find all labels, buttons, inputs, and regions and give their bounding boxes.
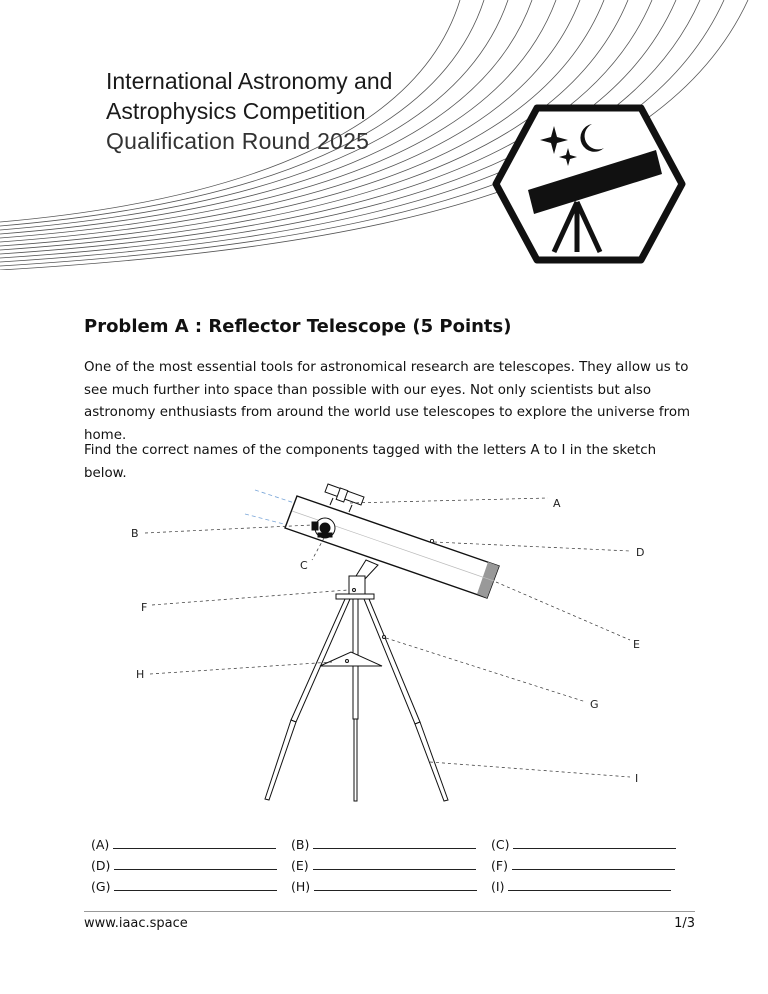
label-G: G	[590, 698, 599, 711]
problem-title: Problem A : Reflector Telescope (5 Points)	[84, 316, 512, 337]
answer-label: (D)	[91, 858, 111, 873]
label-C: C	[300, 559, 308, 572]
label-I: I	[635, 772, 639, 785]
mount	[336, 560, 378, 599]
answer-grid	[91, 831, 691, 894]
footer-website: www.iaac.space	[84, 916, 188, 931]
label-F: F	[141, 601, 148, 614]
answer-row	[91, 852, 691, 873]
answer-blank-line[interactable]	[313, 838, 476, 849]
answer-label: (G)	[91, 879, 111, 894]
answer-blank-line[interactable]	[114, 859, 277, 870]
answer-field-E[interactable]	[291, 852, 491, 873]
problem-task-paragraph: Find the correct names of the components tagged with the letters A to I in the sketch below.	[84, 443, 657, 481]
label-A: A	[553, 497, 561, 510]
footer-divider	[84, 911, 695, 912]
label-E: E	[633, 638, 640, 651]
footer-page-number: 1/3	[674, 916, 695, 931]
answer-label: (B)	[291, 837, 310, 852]
answer-field-B[interactable]	[291, 831, 491, 852]
answer-blank-line[interactable]	[313, 859, 476, 870]
answer-label: (C)	[491, 837, 510, 852]
answer-field-A[interactable]	[91, 831, 291, 852]
answer-blank-line[interactable]	[114, 880, 277, 891]
competition-logo-telescope-icon	[492, 104, 686, 264]
telescope-sketch	[0, 480, 768, 820]
answer-field-I[interactable]	[491, 873, 691, 894]
tripod	[265, 599, 448, 801]
answer-field-H[interactable]	[291, 873, 491, 894]
telescope-tube	[285, 496, 499, 598]
answer-field-C[interactable]	[491, 831, 691, 852]
answer-row	[91, 873, 691, 894]
answer-blank-line[interactable]	[513, 838, 676, 849]
answer-label: (E)	[291, 858, 309, 873]
answer-field-G[interactable]	[91, 873, 291, 894]
competition-title-line1: International Astronomy and	[106, 68, 393, 94]
answer-label: (H)	[291, 879, 311, 894]
problem-intro-paragraph: One of the most essential tools for astronomical research are telescopes. They allow us to see much further into space than possible with our eyes. Not only scientists but also astronomy enthusiasts from around the world use telescopes to explore the universe from home.	[84, 360, 691, 443]
answer-blank-line[interactable]	[113, 838, 276, 849]
answer-blank-line[interactable]	[512, 859, 675, 870]
answer-label: (F)	[491, 858, 508, 873]
answer-blank-line[interactable]	[508, 880, 671, 891]
competition-title-line2: Astrophysics Competition	[106, 98, 366, 124]
answer-field-D[interactable]	[91, 852, 291, 873]
answer-label: (A)	[91, 837, 110, 852]
answer-field-F[interactable]	[491, 852, 691, 873]
round-subtitle: Qualification Round 2025	[106, 128, 370, 154]
label-H: H	[136, 668, 145, 681]
answer-row	[91, 831, 691, 852]
answer-label: (I)	[491, 879, 505, 894]
label-D: D	[636, 546, 645, 559]
label-B: B	[131, 527, 139, 540]
answer-blank-line[interactable]	[314, 880, 477, 891]
